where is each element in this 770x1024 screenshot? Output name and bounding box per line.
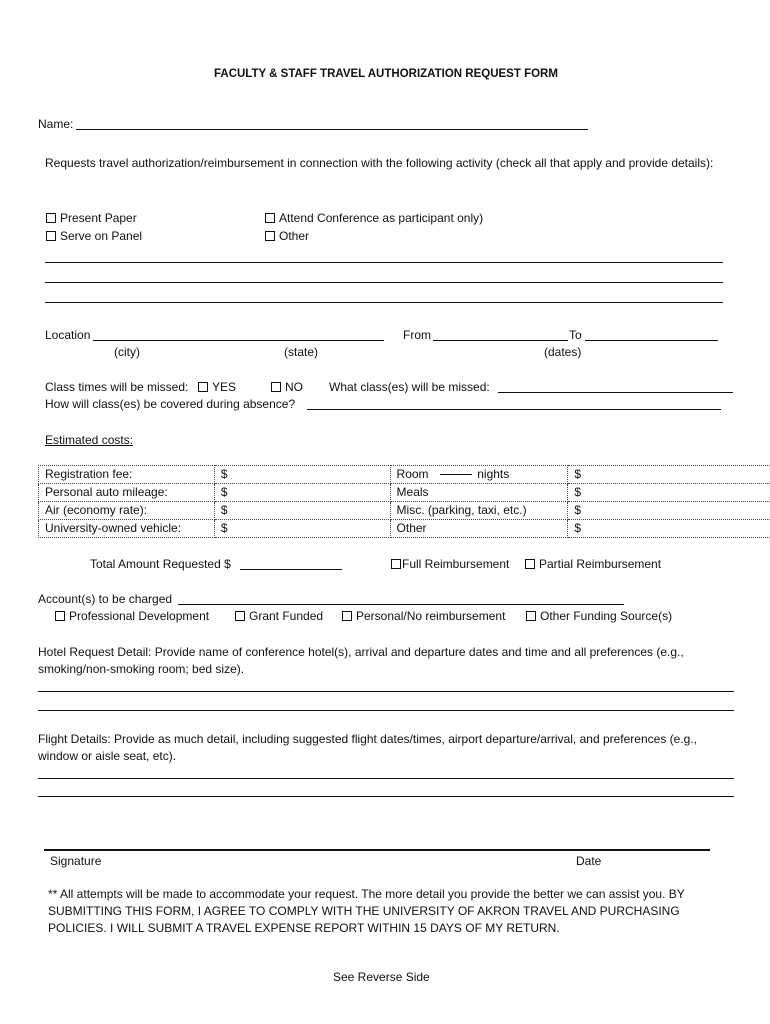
grant-funded-option[interactable] bbox=[235, 609, 323, 624]
hotel-request-text: Hotel Request Detail: Provide name of conference hotel(s), arrival and departure dates and time and all preferences (e.g., smoking/non-smoking room; bed size). bbox=[38, 645, 684, 676]
attend-conference-option[interactable] bbox=[265, 211, 483, 226]
no-label: NO bbox=[285, 380, 303, 394]
table-row bbox=[39, 466, 770, 484]
form-title: FACULTY & STAFF TRAVEL AUTHORIZATION REQUEST FORM bbox=[214, 68, 558, 80]
cost-item-label: Air (economy rate): bbox=[39, 502, 215, 520]
checkbox-icon[interactable] bbox=[391, 559, 401, 569]
currency-symbol: $ bbox=[574, 503, 581, 517]
checkbox-icon[interactable] bbox=[46, 213, 56, 223]
policy-notice: ** All attempts will be made to accommodate your request. The more detail you provide the better we can assist you. BY SUBMITTING THIS FORM, I AGREE TO COMPLY WITH THE UNIVERSITY OF AKRON TRAVEL AND PURCHASING POLICIES. I WILL SUBMIT A TRAVEL EXPENSE REPORT WITHIN 15 DAYS OF MY RETURN. bbox=[48, 887, 685, 935]
flight-details-line[interactable] bbox=[38, 796, 734, 797]
table-row bbox=[39, 502, 770, 520]
from-date-field[interactable] bbox=[433, 340, 568, 341]
other-activity-label: Other bbox=[279, 229, 310, 243]
which-classes-label: What class(es) will be missed: bbox=[329, 380, 490, 394]
currency-symbol: $ bbox=[574, 485, 581, 499]
hotel-details-line[interactable] bbox=[38, 691, 734, 692]
cost-amount-field[interactable] bbox=[214, 502, 390, 520]
other-funding-label: Other Funding Source(s) bbox=[540, 609, 673, 623]
attend-conference-label: Attend Conference as participant only) bbox=[279, 211, 484, 225]
state-caption: (state) bbox=[284, 345, 319, 359]
checkbox-icon[interactable] bbox=[235, 611, 245, 621]
see-reverse-side: See Reverse Side bbox=[333, 970, 430, 984]
checkbox-icon[interactable] bbox=[525, 559, 535, 569]
cost-item-label: Other bbox=[390, 520, 568, 538]
class-missed-yes-option[interactable] bbox=[198, 380, 236, 395]
total-amount-field[interactable] bbox=[240, 569, 342, 570]
class-missed-label: Class times will be missed: bbox=[45, 380, 189, 394]
city-caption: (city) bbox=[114, 345, 140, 359]
professional-development-label: Professional Development bbox=[69, 609, 210, 623]
dates-caption: (dates) bbox=[544, 345, 582, 359]
checkbox-icon[interactable] bbox=[265, 213, 275, 223]
activity-details-line[interactable] bbox=[45, 262, 723, 263]
table-row bbox=[39, 484, 770, 502]
currency-symbol: $ bbox=[220, 503, 228, 517]
serve-on-panel-option[interactable] bbox=[46, 229, 142, 244]
other-activity-option[interactable] bbox=[265, 229, 309, 244]
grant-funded-label: Grant Funded bbox=[249, 609, 324, 623]
serve-on-panel-label: Serve on Panel bbox=[60, 229, 143, 243]
name-field[interactable] bbox=[76, 129, 588, 130]
which-classes-field[interactable] bbox=[498, 392, 733, 393]
cost-amount-field[interactable] bbox=[214, 466, 390, 484]
location-field[interactable] bbox=[93, 340, 384, 341]
currency-symbol: $ bbox=[220, 485, 228, 499]
cost-amount-field[interactable] bbox=[214, 520, 390, 538]
other-funding-option[interactable] bbox=[526, 609, 672, 624]
estimated-costs-table bbox=[38, 465, 770, 538]
to-date-field[interactable] bbox=[585, 340, 718, 341]
name-label: Name: bbox=[38, 117, 74, 131]
currency-symbol: $ bbox=[574, 467, 581, 481]
from-label: From bbox=[403, 328, 431, 342]
partial-reimbursement-label: Partial Reimbursement bbox=[539, 557, 662, 571]
class-coverage-label: How will class(es) be covered during absence? bbox=[45, 397, 296, 411]
signature-line[interactable] bbox=[44, 849, 710, 851]
room-label: Room bbox=[396, 467, 429, 481]
activity-instructions: Requests travel authorization/reimbursement in connection with the following activity (check all that apply and provide details): bbox=[45, 156, 714, 170]
cost-item-label: Misc. (parking, taxi, etc.) bbox=[390, 502, 568, 520]
signature-label: Signature bbox=[50, 854, 102, 868]
personal-option[interactable] bbox=[342, 609, 505, 624]
hotel-details-line[interactable] bbox=[38, 710, 734, 711]
cost-item-label: Registration fee: bbox=[39, 466, 215, 484]
table-row bbox=[39, 520, 770, 538]
cost-item-label: Meals bbox=[390, 484, 568, 502]
date-label: Date bbox=[576, 854, 602, 868]
cost-amount-field[interactable] bbox=[214, 484, 390, 502]
personal-label: Personal/No reimbursement bbox=[356, 609, 506, 623]
accounts-field[interactable] bbox=[178, 604, 624, 605]
checkbox-icon[interactable] bbox=[55, 611, 65, 621]
yes-label: YES bbox=[212, 380, 237, 394]
accounts-label: Account(s) to be charged bbox=[38, 592, 173, 606]
estimated-costs-heading: Estimated costs: bbox=[45, 433, 134, 447]
class-coverage-field[interactable] bbox=[307, 409, 721, 410]
cost-amount-field[interactable] bbox=[568, 484, 770, 502]
currency-symbol: $ bbox=[220, 467, 228, 481]
activity-details-line[interactable] bbox=[45, 302, 723, 303]
full-reimbursement-label: Full Reimbursement bbox=[402, 557, 510, 571]
cost-amount-field[interactable] bbox=[568, 466, 770, 484]
checkbox-icon[interactable] bbox=[265, 231, 275, 241]
cost-amount-field[interactable] bbox=[568, 520, 770, 538]
total-amount-label: Total Amount Requested $ bbox=[90, 557, 231, 571]
nights-field[interactable] bbox=[440, 474, 472, 475]
checkbox-icon[interactable] bbox=[198, 382, 208, 392]
present-paper-label: Present Paper bbox=[60, 211, 137, 225]
cost-amount-field[interactable] bbox=[568, 502, 770, 520]
present-paper-option[interactable] bbox=[46, 211, 137, 226]
partial-reimbursement-option[interactable] bbox=[525, 557, 661, 572]
flight-details-line[interactable] bbox=[38, 778, 734, 779]
cost-item-label bbox=[390, 466, 568, 484]
cost-item-label: University-owned vehicle: bbox=[39, 520, 215, 538]
nights-label: nights bbox=[477, 467, 510, 481]
checkbox-icon[interactable] bbox=[526, 611, 536, 621]
checkbox-icon[interactable] bbox=[46, 231, 56, 241]
full-reimbursement-option[interactable] bbox=[391, 557, 509, 572]
activity-details-line[interactable] bbox=[45, 282, 723, 283]
checkbox-icon[interactable] bbox=[342, 611, 352, 621]
cost-item-label: Personal auto mileage: bbox=[39, 484, 215, 502]
professional-development-option[interactable] bbox=[55, 609, 209, 624]
flight-details-text: Flight Details: Provide as much detail, including suggested flight dates/times, airport departure/arrival, and preferences (e.g., window or aisle seat, etc). bbox=[38, 732, 698, 763]
to-label: To bbox=[569, 328, 582, 342]
currency-symbol: $ bbox=[220, 521, 228, 535]
location-label: Location bbox=[45, 328, 91, 342]
checkbox-icon[interactable] bbox=[271, 382, 281, 392]
currency-symbol: $ bbox=[574, 521, 581, 535]
class-missed-no-option[interactable] bbox=[271, 380, 303, 395]
